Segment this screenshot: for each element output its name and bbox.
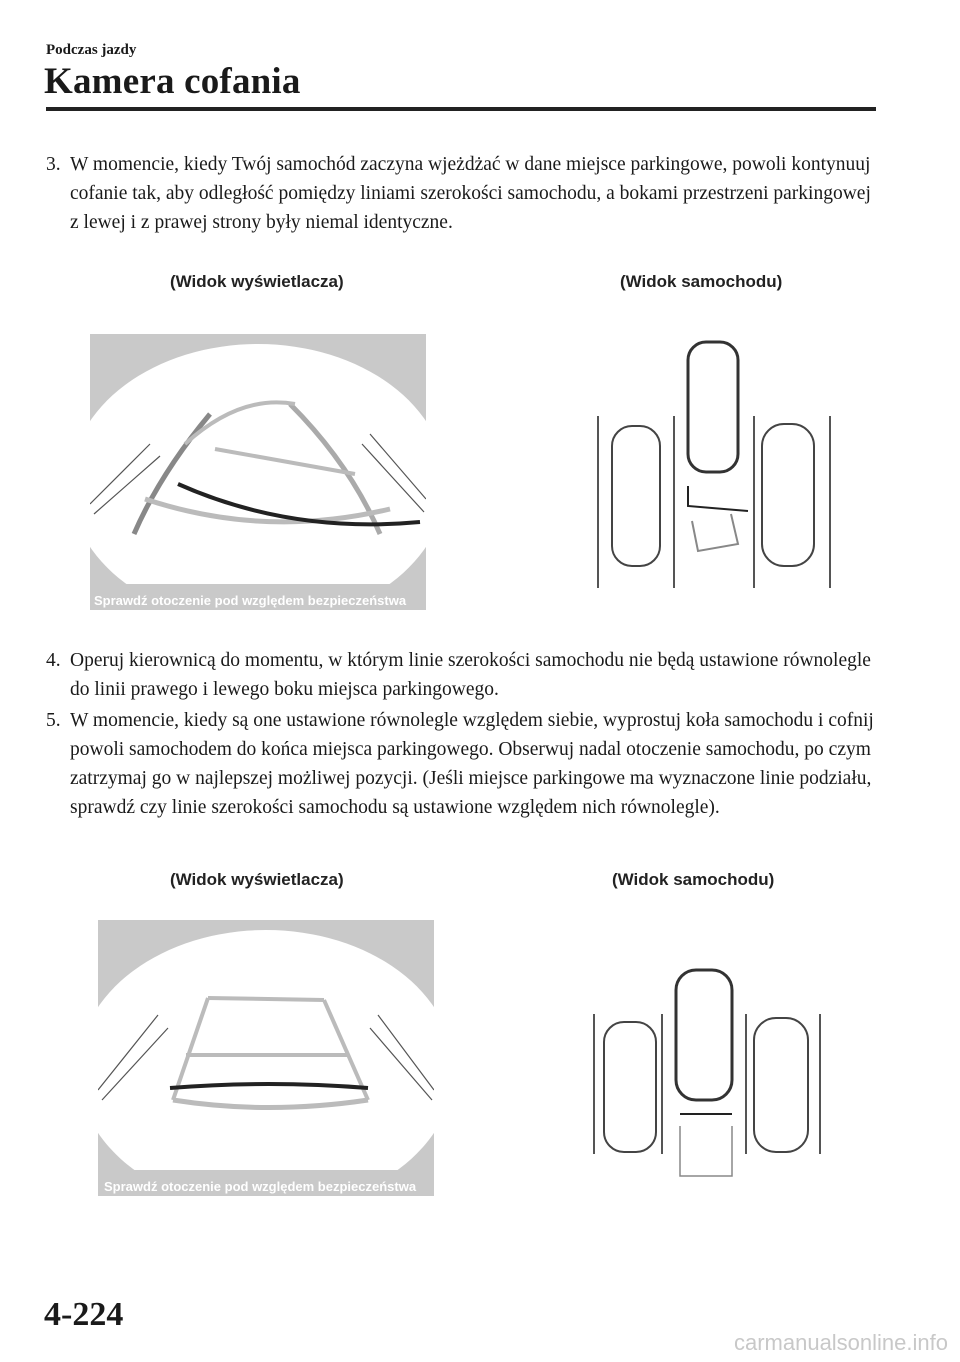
- car-view-caption: (Widok samochodu): [620, 272, 783, 291]
- display-view-caption: (Widok wyświetlacza): [170, 272, 344, 291]
- watermark: carmanualsonline.info: [733, 1330, 948, 1355]
- camera-display-view-2: [98, 920, 434, 1196]
- step-number: 5.: [46, 710, 61, 731]
- step-number: 3.: [46, 154, 61, 175]
- safety-banner-text: Sprawdź otoczenie pod względem bezpieczeństwa: [94, 593, 407, 608]
- car-view-caption: (Widok samochodu): [612, 870, 775, 889]
- camera-display-view-1: [90, 334, 426, 610]
- step-text: W momencie, kiedy Twój samochód zaczyna wjeżdżać w dane miejsce parkingowe, powoli kontynuuj cofanie tak, aby odległość pomiędzy liniami szerokości samochodu, a bokami przestrzeni parkingowej z lewej i z prawej strony były niemal identyczne.: [70, 154, 871, 233]
- step-4: [46, 646, 876, 704]
- page-number: 4-224: [44, 1296, 124, 1333]
- page-title: Kamera cofania: [44, 61, 301, 102]
- car-top-view-2: [590, 966, 830, 1180]
- step-number: 4.: [46, 650, 61, 671]
- car-top-view-1: [588, 336, 838, 596]
- step-text: W momencie, kiedy są one ustawione równolegle względem siebie, wyprostuj koła samochodu i cofnij powoli samochodem do końca miejsca parkingowego. Obserwuj nadal otoczenie samochodu, po czym zatrzymaj go w najlepszej możliwej pozycji. (Jeśli miejsce parkingowe ma wyznaczone linie podziału, sprawdź czy linie szerokości samochodu są ustawione względem nich równolegle).: [70, 710, 874, 818]
- step-3: [46, 150, 876, 237]
- section-label: Podczas jazdy: [46, 42, 137, 58]
- title-rule: [46, 107, 876, 111]
- display-view-caption: (Widok wyświetlacza): [170, 870, 344, 889]
- safety-banner-text: Sprawdź otoczenie pod względem bezpieczeństwa: [104, 1179, 417, 1194]
- step-text: Operuj kierownicą do momentu, w którym linie szerokości samochodu nie będą ustawione równolegle do linii prawego i lewego boku miejsca parkingowego.: [70, 650, 871, 700]
- step-5: [46, 706, 876, 822]
